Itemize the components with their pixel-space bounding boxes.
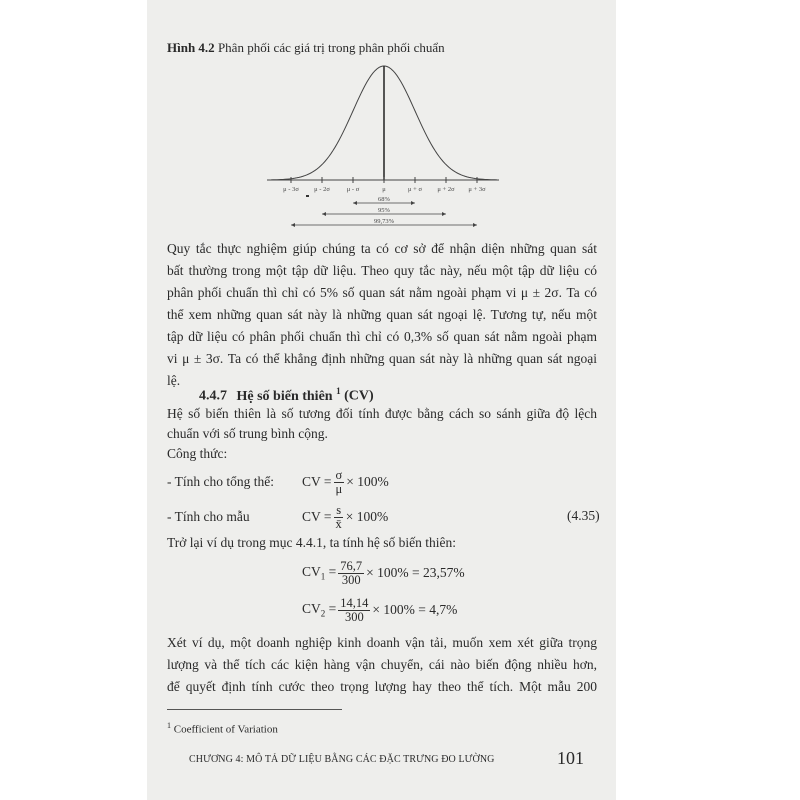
formula-population-fraction (334, 469, 345, 496)
example-cv2 (302, 590, 457, 630)
footnote (167, 721, 278, 736)
normal-distribution-figure (265, 58, 505, 233)
formula-sample-rhs: × 100% (345, 509, 389, 524)
formula-sample-lhs: CV = (302, 509, 332, 524)
example-cv1-rhs: × 100% = 23,57% (366, 565, 465, 580)
range-intervals (291, 196, 477, 227)
equation-number: (4.35) (567, 508, 600, 523)
chapter-footer: CHƯƠNG 4: MÔ TẢ DỮ LIỆU BẰNG CÁC ĐẶC TRƯNG ĐO LƯỜNG (189, 754, 495, 765)
paragraph-transport-example (167, 632, 597, 698)
section-heading (199, 386, 374, 405)
tick-labels (283, 186, 486, 193)
tick-label: μ - 2σ (314, 186, 330, 193)
section-abbr: (CV) (344, 388, 374, 404)
figure-label: Hình 4.2 (167, 40, 215, 55)
paragraph-definition (167, 404, 597, 444)
text-line: chuẩn với số trung bình cộng. (167, 426, 328, 441)
example-cv2-fraction (338, 597, 370, 624)
text-line: lượng và thể tích các kiện hàng vận chuyển, cái nào biến động nhiều hơn, (167, 657, 597, 672)
formula-population (167, 462, 389, 502)
fraction-numerator: 76,7 (340, 558, 363, 573)
formula-sample-fraction (334, 504, 344, 531)
fraction-denominator: x̄ (335, 516, 342, 531)
text-line: phân phối chuẩn thì chỉ có 5% số quan sát nằm ngoài phạm vi μ ± 2σ. Ta có (167, 285, 597, 300)
fraction-numerator: 14,14 (340, 595, 369, 610)
formula-label: Công thức: (167, 446, 228, 461)
text-line: Hệ số biến thiên là số tương đối tính được bằng cách so sánh giữa độ lệch (167, 406, 597, 421)
fraction-numerator: s (336, 502, 342, 517)
formula-sample (167, 497, 388, 537)
example-cv2-lhs: $CV_2$ = (302, 601, 337, 619)
range-arrowhead (442, 212, 446, 216)
range-arrowhead (291, 223, 295, 227)
section-number: 4.4.7 (199, 388, 227, 404)
document-page (147, 0, 616, 800)
marker-dot (306, 195, 309, 197)
example-cv2-rhs: × 100% = 4,7% (372, 602, 458, 617)
footnote-mark: 1 (167, 721, 171, 730)
figure-caption-text: Phân phối các giá trị trong phân phối chuẩn (217, 40, 445, 55)
range-arrowhead (353, 201, 357, 205)
text-line: để quyết định tính cước theo trọng lượng hay theo thể tích. Một mẫu 200 (167, 679, 597, 694)
footnote-marker: 1 (336, 386, 341, 396)
tick-label: μ - σ (346, 186, 360, 193)
text-line: vi μ ± 3σ. Ta có thể khẳng định những quan sát này là những quan sát ngoại (167, 351, 597, 366)
range-label: 99,73% (373, 218, 395, 225)
range-label: 95% (378, 207, 390, 214)
text-line: Quy tắc thực nghiệm giúp chúng ta có cơ sở để nhận diện những quan sát (167, 241, 597, 256)
text-line: bất thường trong một tập dữ liệu. Theo quy tắc này, nếu một tập dữ liệu có (167, 263, 597, 278)
footnote-rule (167, 709, 342, 710)
text-line: tập dữ liệu có phân phối chuẩn thì chỉ có 0,3% số quan sát nằm ngoài phạm (167, 329, 597, 344)
text-line: lệ. (167, 373, 181, 388)
range-arrowhead (473, 223, 477, 227)
text-line: Xét ví dụ, một doanh nghiệp kinh doanh vận tải, muốn xem xét giữa trọng (167, 635, 597, 650)
example-cv1-fraction (338, 560, 364, 587)
range-label: 68% (378, 196, 390, 203)
figure-caption (167, 40, 445, 56)
page-number: 101 (557, 748, 584, 768)
fraction-numerator: σ (335, 467, 343, 482)
example-cv1-lhs: $CV_1$ = (302, 564, 337, 582)
range-arrowhead (322, 212, 326, 216)
formula-population-lhs: CV = (302, 474, 332, 489)
tick-label: μ + 2σ (437, 186, 455, 193)
tick-label: μ + σ (408, 186, 422, 193)
formula-population-rhs: × 100% (346, 474, 389, 489)
fraction-denominator: μ (335, 481, 343, 496)
example-intro: Trở lại ví dụ trong mục 4.4.1, ta tính hệ số biến thiên: (167, 535, 456, 550)
formula-sample-label: - Tính cho mẫu (167, 509, 250, 524)
fraction-denominator: 300 (344, 609, 364, 624)
footnote-text: Coefficient of Variation (173, 723, 278, 736)
fraction-denominator: 300 (341, 572, 361, 587)
tick-label: μ - 3σ (283, 186, 299, 193)
section-title: Hệ số biến thiên (236, 388, 333, 404)
range-arrowhead (411, 201, 415, 205)
example-cv1 (302, 553, 465, 593)
tick-label: μ (382, 186, 386, 193)
text-line: thể xem những quan sát này là những quan sát ngoại lệ. Tương tự, nếu một (167, 307, 597, 322)
tick-label: μ + 3σ (468, 186, 486, 193)
formula-population-label: - Tính cho tổng thể: (167, 474, 274, 489)
paragraph-empirical-rule (167, 238, 597, 392)
